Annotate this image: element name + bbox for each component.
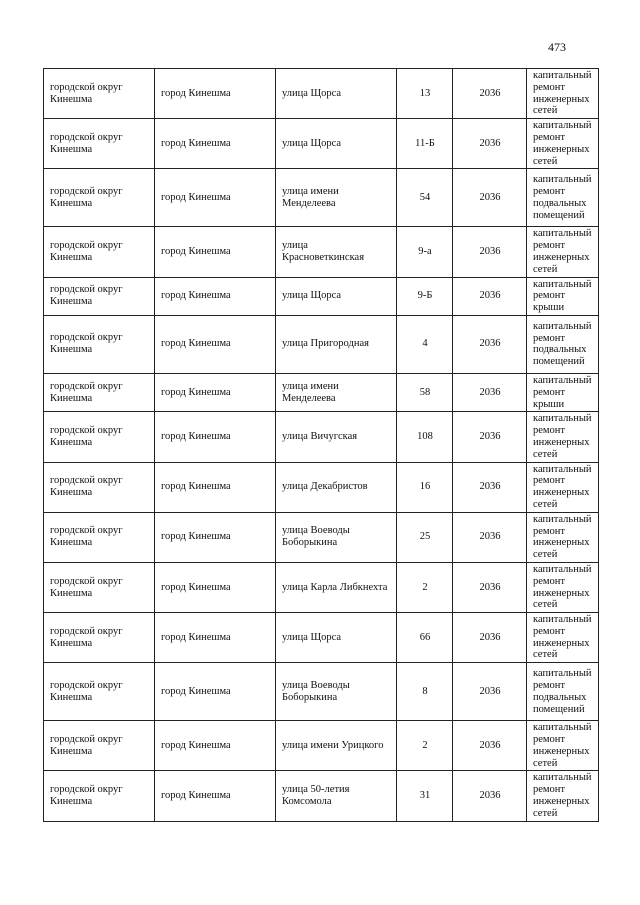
table-row xyxy=(44,227,599,277)
cell-city: город Кинешма xyxy=(155,169,276,227)
table-row xyxy=(44,412,599,462)
cell-year: 2036 xyxy=(453,227,527,277)
cell-year: 2036 xyxy=(453,277,527,315)
table-row xyxy=(44,512,599,562)
cell-year: 2036 xyxy=(453,119,527,169)
cell-year: 2036 xyxy=(453,169,527,227)
cell-work-type: капитальный ремонт инженерных сетей xyxy=(527,412,599,462)
table-row xyxy=(44,277,599,315)
cell-work-type: капитальный ремонт подвальных помещений xyxy=(527,169,599,227)
table-row xyxy=(44,663,599,721)
cell-district: городской округ Кинешма xyxy=(44,562,155,612)
cell-house-number: 9-а xyxy=(397,227,453,277)
cell-year: 2036 xyxy=(453,613,527,663)
cell-district: городской округ Кинешма xyxy=(44,412,155,462)
cell-work-type: капитальный ремонт инженерных сетей xyxy=(527,613,599,663)
table-row xyxy=(44,771,599,821)
cell-district: городской округ Кинешма xyxy=(44,512,155,562)
cell-city: город Кинешма xyxy=(155,315,276,373)
table-row xyxy=(44,562,599,612)
cell-city: город Кинешма xyxy=(155,562,276,612)
cell-street: улица Воеводы Боборыкина xyxy=(276,663,397,721)
cell-house-number: 25 xyxy=(397,512,453,562)
cell-year: 2036 xyxy=(453,771,527,821)
cell-city: город Кинешма xyxy=(155,771,276,821)
cell-street: улица Щорса xyxy=(276,69,397,119)
cell-district: городской округ Кинешма xyxy=(44,169,155,227)
cell-house-number: 9-Б xyxy=(397,277,453,315)
cell-street: улица Вичугская xyxy=(276,412,397,462)
cell-street: улица имени Менделеева xyxy=(276,373,397,411)
cell-house-number: 16 xyxy=(397,462,453,512)
cell-street: улица Пригородная xyxy=(276,315,397,373)
cell-work-type: капитальный ремонт подвальных помещений xyxy=(527,315,599,373)
cell-street: улица Красноветкинская xyxy=(276,227,397,277)
cell-year: 2036 xyxy=(453,512,527,562)
cell-city: город Кинешма xyxy=(155,721,276,771)
cell-year: 2036 xyxy=(453,315,527,373)
cell-year: 2036 xyxy=(453,412,527,462)
cell-city: город Кинешма xyxy=(155,412,276,462)
cell-district: городской округ Кинешма xyxy=(44,613,155,663)
cell-year: 2036 xyxy=(453,562,527,612)
cell-street: улица Щорса xyxy=(276,277,397,315)
cell-house-number: 31 xyxy=(397,771,453,821)
page-number: 473 xyxy=(548,40,566,54)
cell-district: городской округ Кинешма xyxy=(44,462,155,512)
cell-district: городской округ Кинешма xyxy=(44,119,155,169)
cell-house-number: 108 xyxy=(397,412,453,462)
cell-district: городской округ Кинешма xyxy=(44,277,155,315)
cell-district: городской округ Кинешма xyxy=(44,227,155,277)
cell-district: городской округ Кинешма xyxy=(44,721,155,771)
cell-city: город Кинешма xyxy=(155,512,276,562)
cell-street: улица Воеводы Боборыкина xyxy=(276,512,397,562)
cell-street: улица имени Урицкого xyxy=(276,721,397,771)
cell-city: город Кинешма xyxy=(155,69,276,119)
cell-work-type: капитальный ремонт подвальных помещений xyxy=(527,663,599,721)
cell-district: городской округ Кинешма xyxy=(44,771,155,821)
cell-street: улица имени Менделеева xyxy=(276,169,397,227)
registry-table xyxy=(43,68,599,822)
cell-city: город Кинешма xyxy=(155,462,276,512)
cell-house-number: 8 xyxy=(397,663,453,721)
cell-year: 2036 xyxy=(453,721,527,771)
cell-work-type: капитальный ремонт крыши xyxy=(527,373,599,411)
cell-work-type: капитальный ремонт инженерных сетей xyxy=(527,721,599,771)
cell-district: городской округ Кинешма xyxy=(44,663,155,721)
cell-work-type: капитальный ремонт инженерных сетей xyxy=(527,69,599,119)
cell-street: улица Щорса xyxy=(276,613,397,663)
cell-street: улица 50-летия Комсомола xyxy=(276,771,397,821)
cell-work-type: капитальный ремонт инженерных сетей xyxy=(527,119,599,169)
table-row xyxy=(44,462,599,512)
cell-district: городской округ Кинешма xyxy=(44,373,155,411)
cell-house-number: 4 xyxy=(397,315,453,373)
table-row xyxy=(44,315,599,373)
table-row xyxy=(44,613,599,663)
table-row xyxy=(44,69,599,119)
cell-city: город Кинешма xyxy=(155,663,276,721)
cell-work-type: капитальный ремонт инженерных сетей xyxy=(527,512,599,562)
cell-house-number: 2 xyxy=(397,721,453,771)
cell-district: городской округ Кинешма xyxy=(44,315,155,373)
cell-year: 2036 xyxy=(453,69,527,119)
cell-house-number: 2 xyxy=(397,562,453,612)
cell-year: 2036 xyxy=(453,462,527,512)
cell-street: улица Декабристов xyxy=(276,462,397,512)
cell-work-type: капитальный ремонт инженерных сетей xyxy=(527,462,599,512)
cell-street: улица Щорса xyxy=(276,119,397,169)
cell-work-type: капитальный ремонт инженерных сетей xyxy=(527,227,599,277)
table-row xyxy=(44,373,599,411)
cell-house-number: 66 xyxy=(397,613,453,663)
table-row xyxy=(44,119,599,169)
cell-year: 2036 xyxy=(453,663,527,721)
cell-house-number: 13 xyxy=(397,69,453,119)
table-row xyxy=(44,169,599,227)
cell-street: улица Карла Либкнехта xyxy=(276,562,397,612)
cell-city: город Кинешма xyxy=(155,277,276,315)
cell-year: 2036 xyxy=(453,373,527,411)
cell-city: город Кинешма xyxy=(155,119,276,169)
cell-city: город Кинешма xyxy=(155,227,276,277)
cell-city: город Кинешма xyxy=(155,373,276,411)
cell-house-number: 11-Б xyxy=(397,119,453,169)
cell-house-number: 54 xyxy=(397,169,453,227)
cell-work-type: капитальный ремонт крыши xyxy=(527,277,599,315)
registry-table-body xyxy=(44,69,599,822)
cell-district: городской округ Кинешма xyxy=(44,69,155,119)
cell-work-type: капитальный ремонт инженерных сетей xyxy=(527,562,599,612)
cell-work-type: капитальный ремонт инженерных сетей xyxy=(527,771,599,821)
table-row xyxy=(44,721,599,771)
cell-city: город Кинешма xyxy=(155,613,276,663)
cell-house-number: 58 xyxy=(397,373,453,411)
